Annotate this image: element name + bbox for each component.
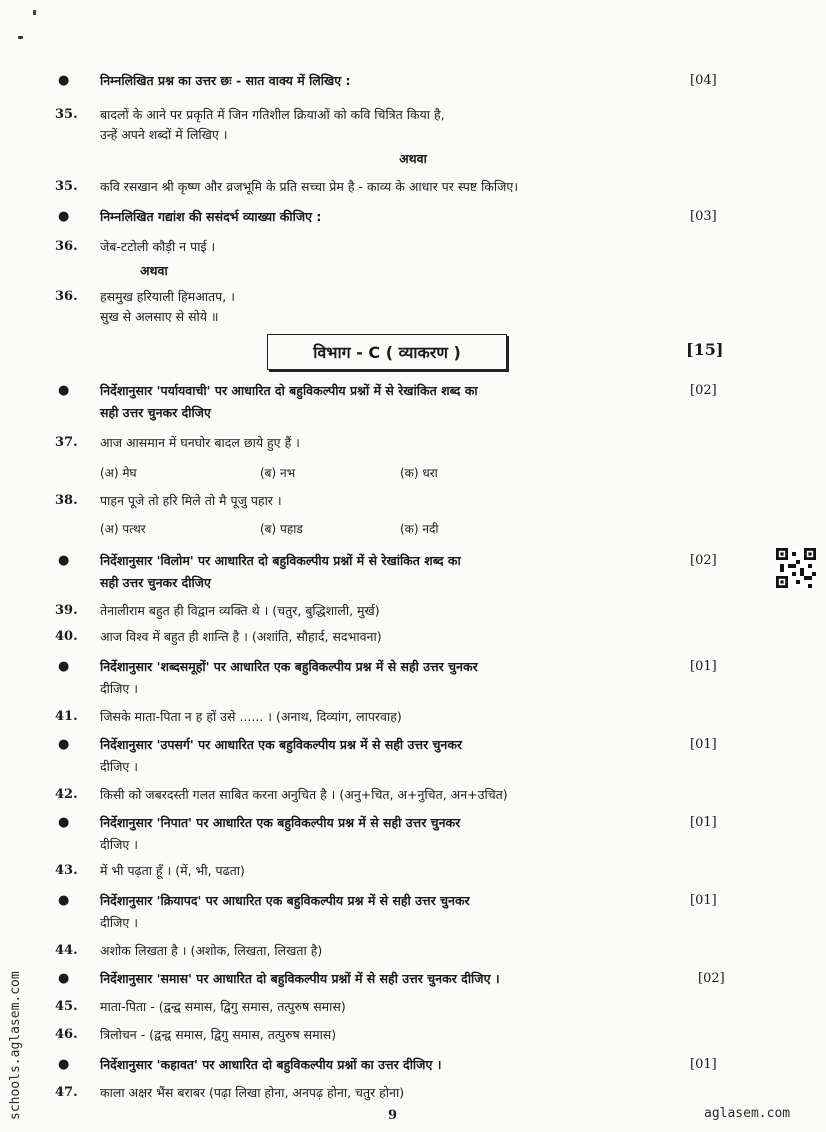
bullet-icon: ● xyxy=(58,73,70,88)
instruction-text: निर्देशानुसार 'निपात' पर आधारित एक बहुविकल्पीय प्रश्न में से सही उत्तर चुनकर xyxy=(100,815,461,830)
question-text: जेब-टटोली कौड़ी न पाई । xyxy=(100,239,216,254)
instruction-text: निर्देशानुसार 'कहावत' पर आधारित दो बहुविकल्पीय प्रश्नों का उत्तर दीजिए । xyxy=(100,1057,442,1072)
instruction-text: दीजिए । xyxy=(100,681,139,696)
question-number: 40. xyxy=(55,629,78,644)
option-c: (क) नदी xyxy=(400,522,439,536)
section-title-box xyxy=(267,334,507,370)
bullet-icon: ● xyxy=(58,383,70,398)
question-text: किसी को जबरदस्ती गलत साबित करना अनुचित है । (अनु+चित, अ+नुचित, अन+उचित) xyxy=(100,787,508,802)
marks-label: [02] xyxy=(698,971,725,986)
section-marks: [15] xyxy=(686,340,724,359)
bullet-icon: ● xyxy=(58,659,70,674)
question-number: 37. xyxy=(55,435,78,450)
marks-label: [02] xyxy=(690,383,717,398)
option-a: (अ) मेघ xyxy=(100,466,137,480)
question-text: कवि रसखान श्री कृष्ण और व्रजभूमि के प्रति सच्चा प्रेम है - काव्य के आधार पर स्पष्ट किजिए। xyxy=(100,179,519,194)
marks-label: [01] xyxy=(690,659,717,674)
footer-site-link[interactable]: aglasem.com xyxy=(704,1106,791,1121)
question-number: 45. xyxy=(55,999,78,1014)
bullet-icon: ● xyxy=(58,1057,70,1072)
question-number: 36. xyxy=(55,239,78,254)
question-text: हसमुख हरियाली हिमआतप, । xyxy=(100,289,235,304)
question-text: अशोक लिखता है । (अशोक, लिखता, लिखता है) xyxy=(100,943,323,958)
question-number: 42. xyxy=(55,787,78,802)
marks-label: [01] xyxy=(690,1057,717,1072)
question-text: तेनालीराम बहुत ही विद्वान व्यक्ति थे । (चतुर, बुद्धिशाली, मुर्ख) xyxy=(100,603,380,618)
question-number: 41. xyxy=(55,709,78,724)
question-text: त्रिलोचन - (द्वन्द्व समास, द्विगु समास, तत्पुरुष समास) xyxy=(100,1027,337,1042)
marks-label: [01] xyxy=(690,737,717,752)
option-b: (ब) पहाड xyxy=(260,522,303,536)
question-text: उन्हें अपने शब्दों में लिखिए । xyxy=(100,127,228,142)
bullet-icon: ● xyxy=(58,553,70,568)
instruction-text: निर्देशानुसार 'शब्दसमूहों' पर आधारित एक बहुविकल्पीय प्रश्न में से सही उत्तर चुनकर xyxy=(100,659,478,674)
section-title: विभाग - C ( व्याकरण ) xyxy=(313,343,461,362)
instruction-text: निम्नलिखित प्रश्न का उत्तर छः - सात वाक्य में लिखिए : xyxy=(100,73,351,88)
question-number: 35. xyxy=(55,107,78,122)
instruction-text: दीजिए । xyxy=(100,759,139,774)
question-text: काला अक्षर भैंस बराबर (पढ़ा लिखा होना, अनपढ़ होना, चतुर होना) xyxy=(100,1085,405,1100)
question-text: आज विश्व में बहुत ही शान्ति है । (अशांति, सौहार्द, सदभावना) xyxy=(100,629,382,644)
question-text: जिसके माता-पिता न ह हों उसे ...... । (अनाथ, दिव्यांग, लापरवाह) xyxy=(100,709,402,724)
side-site-link[interactable]: schools.aglasem.com xyxy=(8,971,23,1120)
question-text: में भी पढ़ता हूँ । (में, भी, पढता) xyxy=(100,863,245,878)
marks-label: [01] xyxy=(690,815,717,830)
or-label: अथवा xyxy=(140,263,168,278)
option-a: (अ) पत्थर xyxy=(100,522,146,536)
qr-code-icon xyxy=(776,548,816,588)
bullet-icon: ● xyxy=(58,209,70,224)
marks-label: [02] xyxy=(690,553,717,568)
question-text: पाहन पूजे तो हरि मिले तो मै पूजु पहार । xyxy=(100,493,282,508)
option-c: (क) धरा xyxy=(400,466,438,480)
scan-mark xyxy=(18,36,23,39)
question-text: माता-पिता - (द्वन्द्व समास, द्विगु समास, तत्पुरुष समास) xyxy=(100,999,346,1014)
or-label: अथवा xyxy=(399,151,427,166)
bullet-icon: ● xyxy=(58,815,70,830)
instruction-text: दीजिए । xyxy=(100,915,139,930)
bullet-icon: ● xyxy=(58,737,70,752)
question-number: 35. xyxy=(55,179,78,194)
instruction-text: निर्देशानुसार 'समास' पर आधारित दो बहुविकल्पीय प्रश्नों में से सही उत्तर चुनकर दीजिए । xyxy=(100,971,500,986)
question-text: सुख से अलसाए से सोये ॥ xyxy=(100,309,219,324)
question-number: 44. xyxy=(55,943,78,958)
marks-label: [01] xyxy=(690,893,717,908)
question-number: 46. xyxy=(55,1027,78,1042)
option-b: (ब) नभ xyxy=(260,466,296,480)
instruction-text: निम्नलिखित गद्यांश की ससंदर्भ व्याख्या कीजिए : xyxy=(100,209,322,224)
question-number: 38. xyxy=(55,493,78,508)
instruction-text: सही उत्तर चुनकर दीजिए xyxy=(100,405,211,420)
question-number: 36. xyxy=(55,289,78,304)
question-text: आज आसमान में घनघोर बादल छाये हुए हैं । xyxy=(100,435,300,450)
instruction-text: दीजिए । xyxy=(100,837,139,852)
question-number: 47. xyxy=(55,1085,78,1100)
bullet-icon: ● xyxy=(58,893,70,908)
question-number: 39. xyxy=(55,603,78,618)
question-number: 43. xyxy=(55,863,78,878)
question-text: बादलों के आने पर प्रकृति में जिन गतिशील क्रियाओं को कवि चित्रित किया है, xyxy=(100,107,445,122)
page-number: 9 xyxy=(388,1108,398,1123)
instruction-text: निर्देशानुसार 'विलोम' पर आधारित दो बहुविकल्पीय प्रश्नों में से रेखांकित शब्द का xyxy=(100,553,461,568)
marks-label: [04] xyxy=(690,73,717,88)
bullet-icon: ● xyxy=(58,971,70,986)
marks-label: [03] xyxy=(690,209,717,224)
scan-mark xyxy=(33,10,36,15)
instruction-text: निर्देशानुसार 'क्रियापद' पर आधारित एक बहुविकल्पीय प्रश्न में से सही उत्तर चुनकर xyxy=(100,893,470,908)
instruction-text: निर्देशानुसार 'उपसर्ग' पर आधारित एक बहुविकल्पीय प्रश्न में से सही उत्तर चुनकर xyxy=(100,737,463,752)
instruction-text: सही उत्तर चुनकर दीजिए xyxy=(100,575,211,590)
instruction-text: निर्देशानुसार 'पर्यायवाची' पर आधारित दो बहुविकल्पीय प्रश्नों में से रेखांकित शब्द का xyxy=(100,383,478,398)
